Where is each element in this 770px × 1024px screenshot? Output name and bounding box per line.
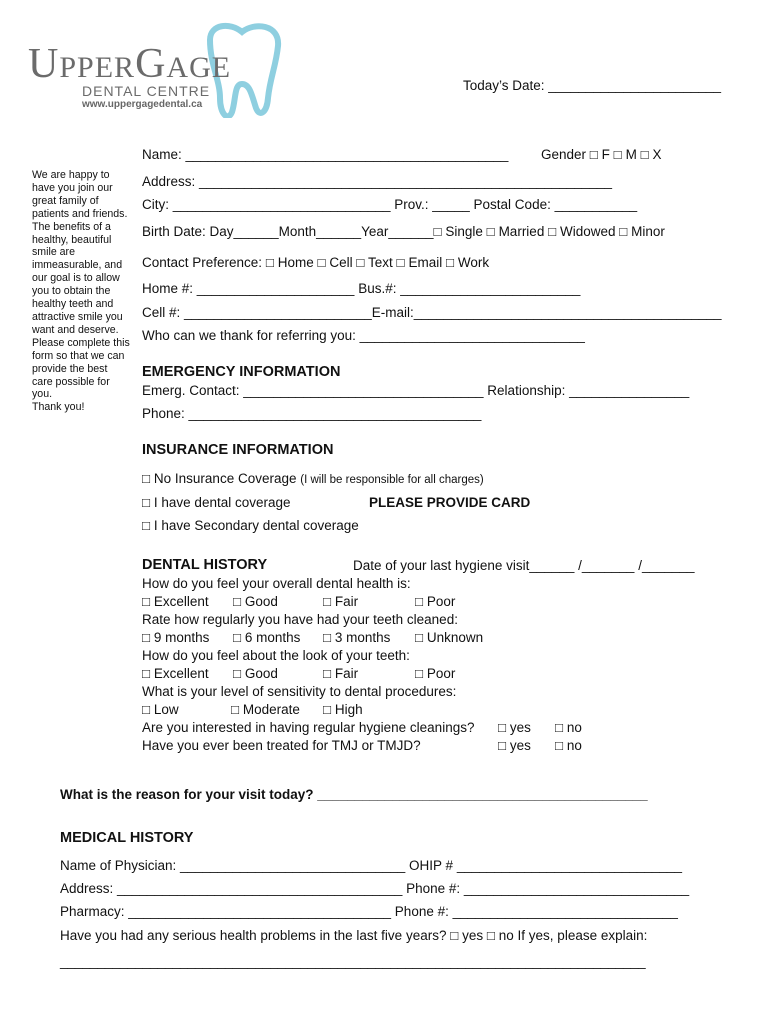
- logo-subtitle: DENTAL CENTRE: [82, 83, 211, 99]
- todays-date-field[interactable]: Today’s Date: _______________________: [463, 78, 721, 93]
- q1-option[interactable]: □ Fair: [323, 594, 359, 609]
- no-insurance-note: (I will be responsible for all charges): [300, 474, 484, 486]
- medical-address-field[interactable]: Address: ______________________________________ Phone #: ______________________________: [60, 881, 690, 896]
- q2-option[interactable]: □ 6 months: [233, 630, 301, 645]
- q-cleaning-frequency: Rate how regularly you have had your teeth cleaned:: [142, 612, 458, 627]
- q3-option[interactable]: □ Poor: [415, 666, 456, 681]
- pharmacy-field[interactable]: Pharmacy: ___________________________________ Phone #: ______________________________: [60, 904, 678, 919]
- logo-wordmark: UPPERGAGE: [28, 41, 232, 87]
- q1-option[interactable]: □ Poor: [415, 594, 456, 609]
- q1-option[interactable]: □ Excellent: [142, 594, 209, 609]
- insurance-title: INSURANCE INFORMATION: [142, 442, 334, 458]
- home-bus-phone[interactable]: Home #: _____________________ Bus.#: ________________________: [142, 281, 581, 296]
- q4-option[interactable]: □ Low: [142, 702, 179, 717]
- q4-option[interactable]: □ Moderate: [231, 702, 300, 717]
- q2-option[interactable]: □ Unknown: [415, 630, 484, 645]
- birth-date-field[interactable]: Birth Date: Day______Month______Year______□ Single □ Married □ Widowed □ Minor: [142, 224, 665, 239]
- welcome-text: We are happy to have you join our great family of patients and friends. The benefits of a healthy, beautiful smile are immeasurable, and our goal is to allow you to obtain the healthy teeth and attractive smile you want and deserve. Please complete this form so that we can provide the best care possible for you. Thank you!: [32, 169, 130, 414]
- physician-ohip-field[interactable]: Name of Physician: ______________________________ OHIP # ______________________________: [60, 858, 683, 873]
- thank-you: Thank you!: [32, 401, 85, 414]
- q6-no[interactable]: □ no: [555, 738, 582, 753]
- name-field[interactable]: Name: ___________________________________________: [142, 147, 509, 162]
- emergency-phone-field[interactable]: Phone: _______________________________________: [142, 406, 482, 421]
- q-sensitivity: What is your level of sensitivity to dental procedures:: [142, 684, 457, 699]
- q2-option[interactable]: □ 9 months: [142, 630, 210, 645]
- q3-option[interactable]: □ Fair: [323, 666, 359, 681]
- secondary-coverage-option[interactable]: □ I have Secondary dental coverage: [142, 518, 359, 533]
- q2-option[interactable]: □ 3 months: [323, 630, 391, 645]
- city-field[interactable]: City: _____________________________ Prov.: _____ Postal Code: ___________: [142, 197, 638, 212]
- q5-no[interactable]: □ no: [555, 720, 582, 735]
- q-overall-health: How do you feel your overall dental health is:: [142, 576, 411, 591]
- last-hygiene-visit-field[interactable]: Date of your last hygiene visit______ /_______ /_______: [353, 558, 695, 573]
- cell-email-field[interactable]: Cell #: _________________________E-mail:_________________________________________: [142, 305, 722, 320]
- health-problems-question[interactable]: Have you had any serious health problems in the last five years? □ yes □ no If yes, please explain:: [60, 928, 648, 943]
- q-tmj: Have you ever been treated for TMJ or TMJD?: [142, 738, 421, 753]
- dental-coverage-option[interactable]: □ I have dental coverage: [142, 495, 291, 510]
- logo-url: www.uppergagedental.ca: [82, 99, 203, 110]
- q5-yes[interactable]: □ yes: [498, 720, 531, 735]
- address-field[interactable]: Address: _______________________________________________________: [142, 174, 612, 189]
- q-hygiene-cleanings: Are you interested in having regular hygiene cleanings?: [142, 720, 475, 735]
- dental-history-title: DENTAL HISTORY: [142, 557, 268, 573]
- q4-option[interactable]: □ High: [323, 702, 363, 717]
- gender-options[interactable]: Gender □ F □ M □ X: [541, 147, 662, 162]
- no-insurance-option[interactable]: □ No Insurance Coverage (I will be responsible for all charges): [142, 471, 484, 486]
- q3-option[interactable]: □ Good: [233, 666, 278, 681]
- emergency-contact-field[interactable]: Emerg. Contact: ________________________________ Relationship: ________________: [142, 383, 690, 398]
- q1-option[interactable]: □ Good: [233, 594, 278, 609]
- q3-option[interactable]: □ Excellent: [142, 666, 209, 681]
- q-look-of-teeth: How do you feel about the look of your teeth:: [142, 648, 410, 663]
- contact-preference[interactable]: Contact Preference: □ Home □ Cell □ Text □ Email □ Work: [142, 255, 490, 270]
- visit-reason-field[interactable]: What is the reason for your visit today? ____________________________________________: [60, 787, 648, 802]
- medical-history-title: MEDICAL HISTORY: [60, 830, 194, 846]
- referral-field[interactable]: Who can we thank for referring you: ______________________________: [142, 328, 585, 343]
- provide-card-note: PLEASE PROVIDE CARD: [369, 495, 531, 510]
- explain-line[interactable]: ______________________________________________________________________________: [60, 954, 646, 969]
- q6-yes[interactable]: □ yes: [498, 738, 531, 753]
- emergency-title: EMERGENCY INFORMATION: [142, 364, 341, 380]
